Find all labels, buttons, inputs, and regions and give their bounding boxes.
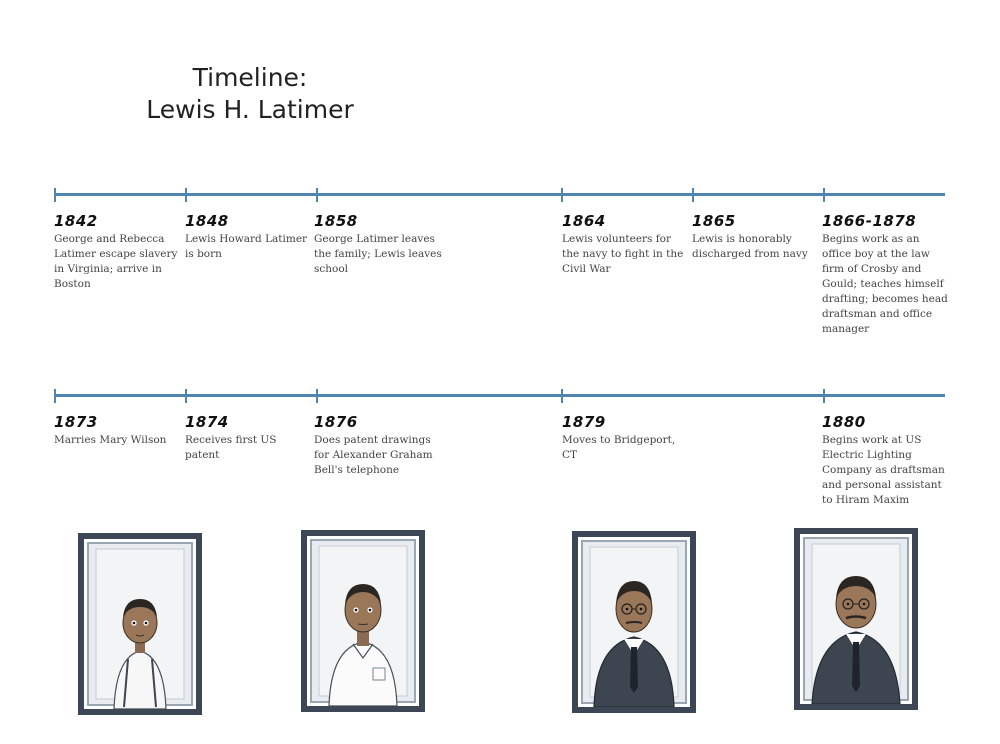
event-year: 1873 [54, 413, 98, 431]
timeline-event [54, 212, 182, 292]
man-with-glasses-portrait [572, 531, 696, 713]
timeline-event [822, 212, 952, 337]
event-year: 1848 [185, 212, 229, 230]
young-boy-portrait [78, 533, 202, 715]
timeline-tick [561, 188, 563, 202]
timeline-tick [185, 188, 187, 202]
event-description: Lewis Howard Latimer is born [185, 233, 308, 260]
timeline-event [54, 413, 182, 448]
event-year: 1842 [54, 212, 98, 230]
timeline-tick [54, 188, 56, 202]
timeline-tick [823, 389, 825, 403]
event-description: Begins work as an office boy at the law firm of Crosby and Gould; teaches himself drafting; becomes head draftsman and office manager [822, 233, 948, 335]
timeline-event [185, 413, 313, 463]
page-title [100, 62, 400, 126]
event-description: George and Rebecca Latimer escape slavery in Virginia; arrive in Boston [54, 233, 178, 290]
timeline-event [692, 212, 820, 262]
event-year: 1879 [562, 413, 606, 431]
teen-boy-portrait [301, 530, 425, 712]
event-description: Lewis volunteers for the navy to fight in the Civil War [562, 233, 684, 275]
timeline-event [314, 413, 442, 478]
timeline-tick [316, 188, 318, 202]
timeline-event [185, 212, 313, 262]
event-description: Does patent drawings for Alexander Graham Bell's telephone [314, 434, 433, 476]
timeline-event [562, 413, 690, 463]
event-description: George Latimer leaves the family; Lewis leaves school [314, 233, 442, 275]
event-year: 1866-1878 [822, 212, 917, 230]
event-description: Receives first US patent [185, 434, 277, 461]
event-year: 1876 [314, 413, 358, 431]
title-line-1: Timeline: [192, 63, 308, 92]
event-year: 1865 [692, 212, 736, 230]
event-description: Begins work at US Electric Lighting Company as draftsman and personal assistant to Hiram Maxim [822, 434, 945, 506]
older-man-with-glasses-portrait [794, 528, 918, 710]
event-description: Lewis is honorably discharged from navy [692, 233, 808, 260]
event-year: 1858 [314, 212, 358, 230]
timeline-tick [54, 389, 56, 403]
timeline-tick [692, 188, 694, 202]
timeline-event [314, 212, 442, 277]
title-line-2: Lewis H. Latimer [146, 95, 354, 124]
timeline-tick [316, 389, 318, 403]
event-year: 1874 [185, 413, 229, 431]
event-year: 1864 [562, 212, 606, 230]
timeline-tick [185, 389, 187, 403]
timeline-event [822, 413, 952, 508]
timeline-tick [823, 188, 825, 202]
timeline-tick [561, 389, 563, 403]
event-year: 1880 [822, 413, 866, 431]
timeline-line-2 [54, 394, 945, 397]
event-description: Moves to Bridgeport, CT [562, 434, 676, 461]
timeline-line-1 [54, 193, 945, 196]
timeline-event [562, 212, 690, 277]
event-description: Marries Mary Wilson [54, 434, 167, 446]
